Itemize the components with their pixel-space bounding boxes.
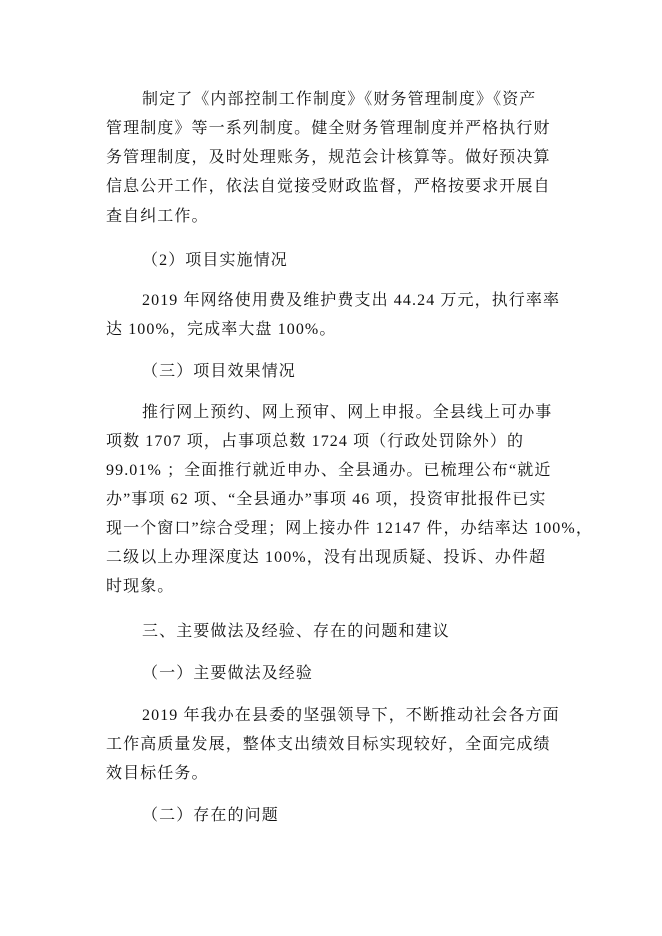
text-line: 制定了《内部控制工作制度》《财务管理制度》《资产 bbox=[142, 91, 537, 108]
text-line: 查自纠工作。 bbox=[106, 208, 209, 225]
section-heading: （一）主要做法及经验 bbox=[142, 665, 314, 682]
text-line: 二级以上办理深度达 100%，没有出现质疑、投诉、办件超 bbox=[106, 549, 547, 566]
section-heading: （二）存在的问题 bbox=[142, 807, 279, 824]
text-line: 2019 年网络使用费及维护费支出 44.24 万元，执行率率 bbox=[142, 292, 561, 309]
section-heading: 三、主要做法及经验、存在的问题和建议 bbox=[142, 623, 450, 640]
text-line: 办”事项 62 项、“全县通办”事项 46 项，投资审批报件已实 bbox=[106, 491, 547, 508]
text-line: 项数 1707 项，占事项总数 1724 项（行政处罚除外）的 bbox=[106, 433, 525, 450]
text-line: 现一个窗口”综合受理；网上接办件 12147 件，办结率达 100%， bbox=[106, 520, 593, 537]
text-line: 时现象。 bbox=[106, 578, 175, 595]
section-heading: （三）项目效果情况 bbox=[142, 363, 296, 380]
text-line: 工作高质量发展，整体支出绩效目标实现较好，全面完成绩 bbox=[106, 736, 551, 753]
text-line: 达 100%，完成率大盘 100%。 bbox=[106, 321, 337, 338]
text-line: 务管理制度，及时处理账务，规范会计核算等。做好预决算 bbox=[106, 149, 551, 166]
text-line: 信息公开工作，依法自觉接受财政监督，严格按要求开展自 bbox=[106, 178, 551, 195]
text-line: 推行网上预约、网上预审、网上申报。全县线上可办事 bbox=[142, 404, 553, 421]
text-line: 2019 年我办在县委的坚强领导下，不断推动社会各方面 bbox=[142, 707, 560, 724]
text-line: 管理制度》等一系列制度。健全财务管理制度并严格执行财 bbox=[106, 120, 551, 137]
section-heading: （2）项目实施情况 bbox=[142, 252, 288, 269]
text-line: 99.01% ；全面推行就近申办、全县通办。已梳理公布“就近 bbox=[106, 462, 552, 479]
text-line: 效目标任务。 bbox=[106, 765, 209, 782]
